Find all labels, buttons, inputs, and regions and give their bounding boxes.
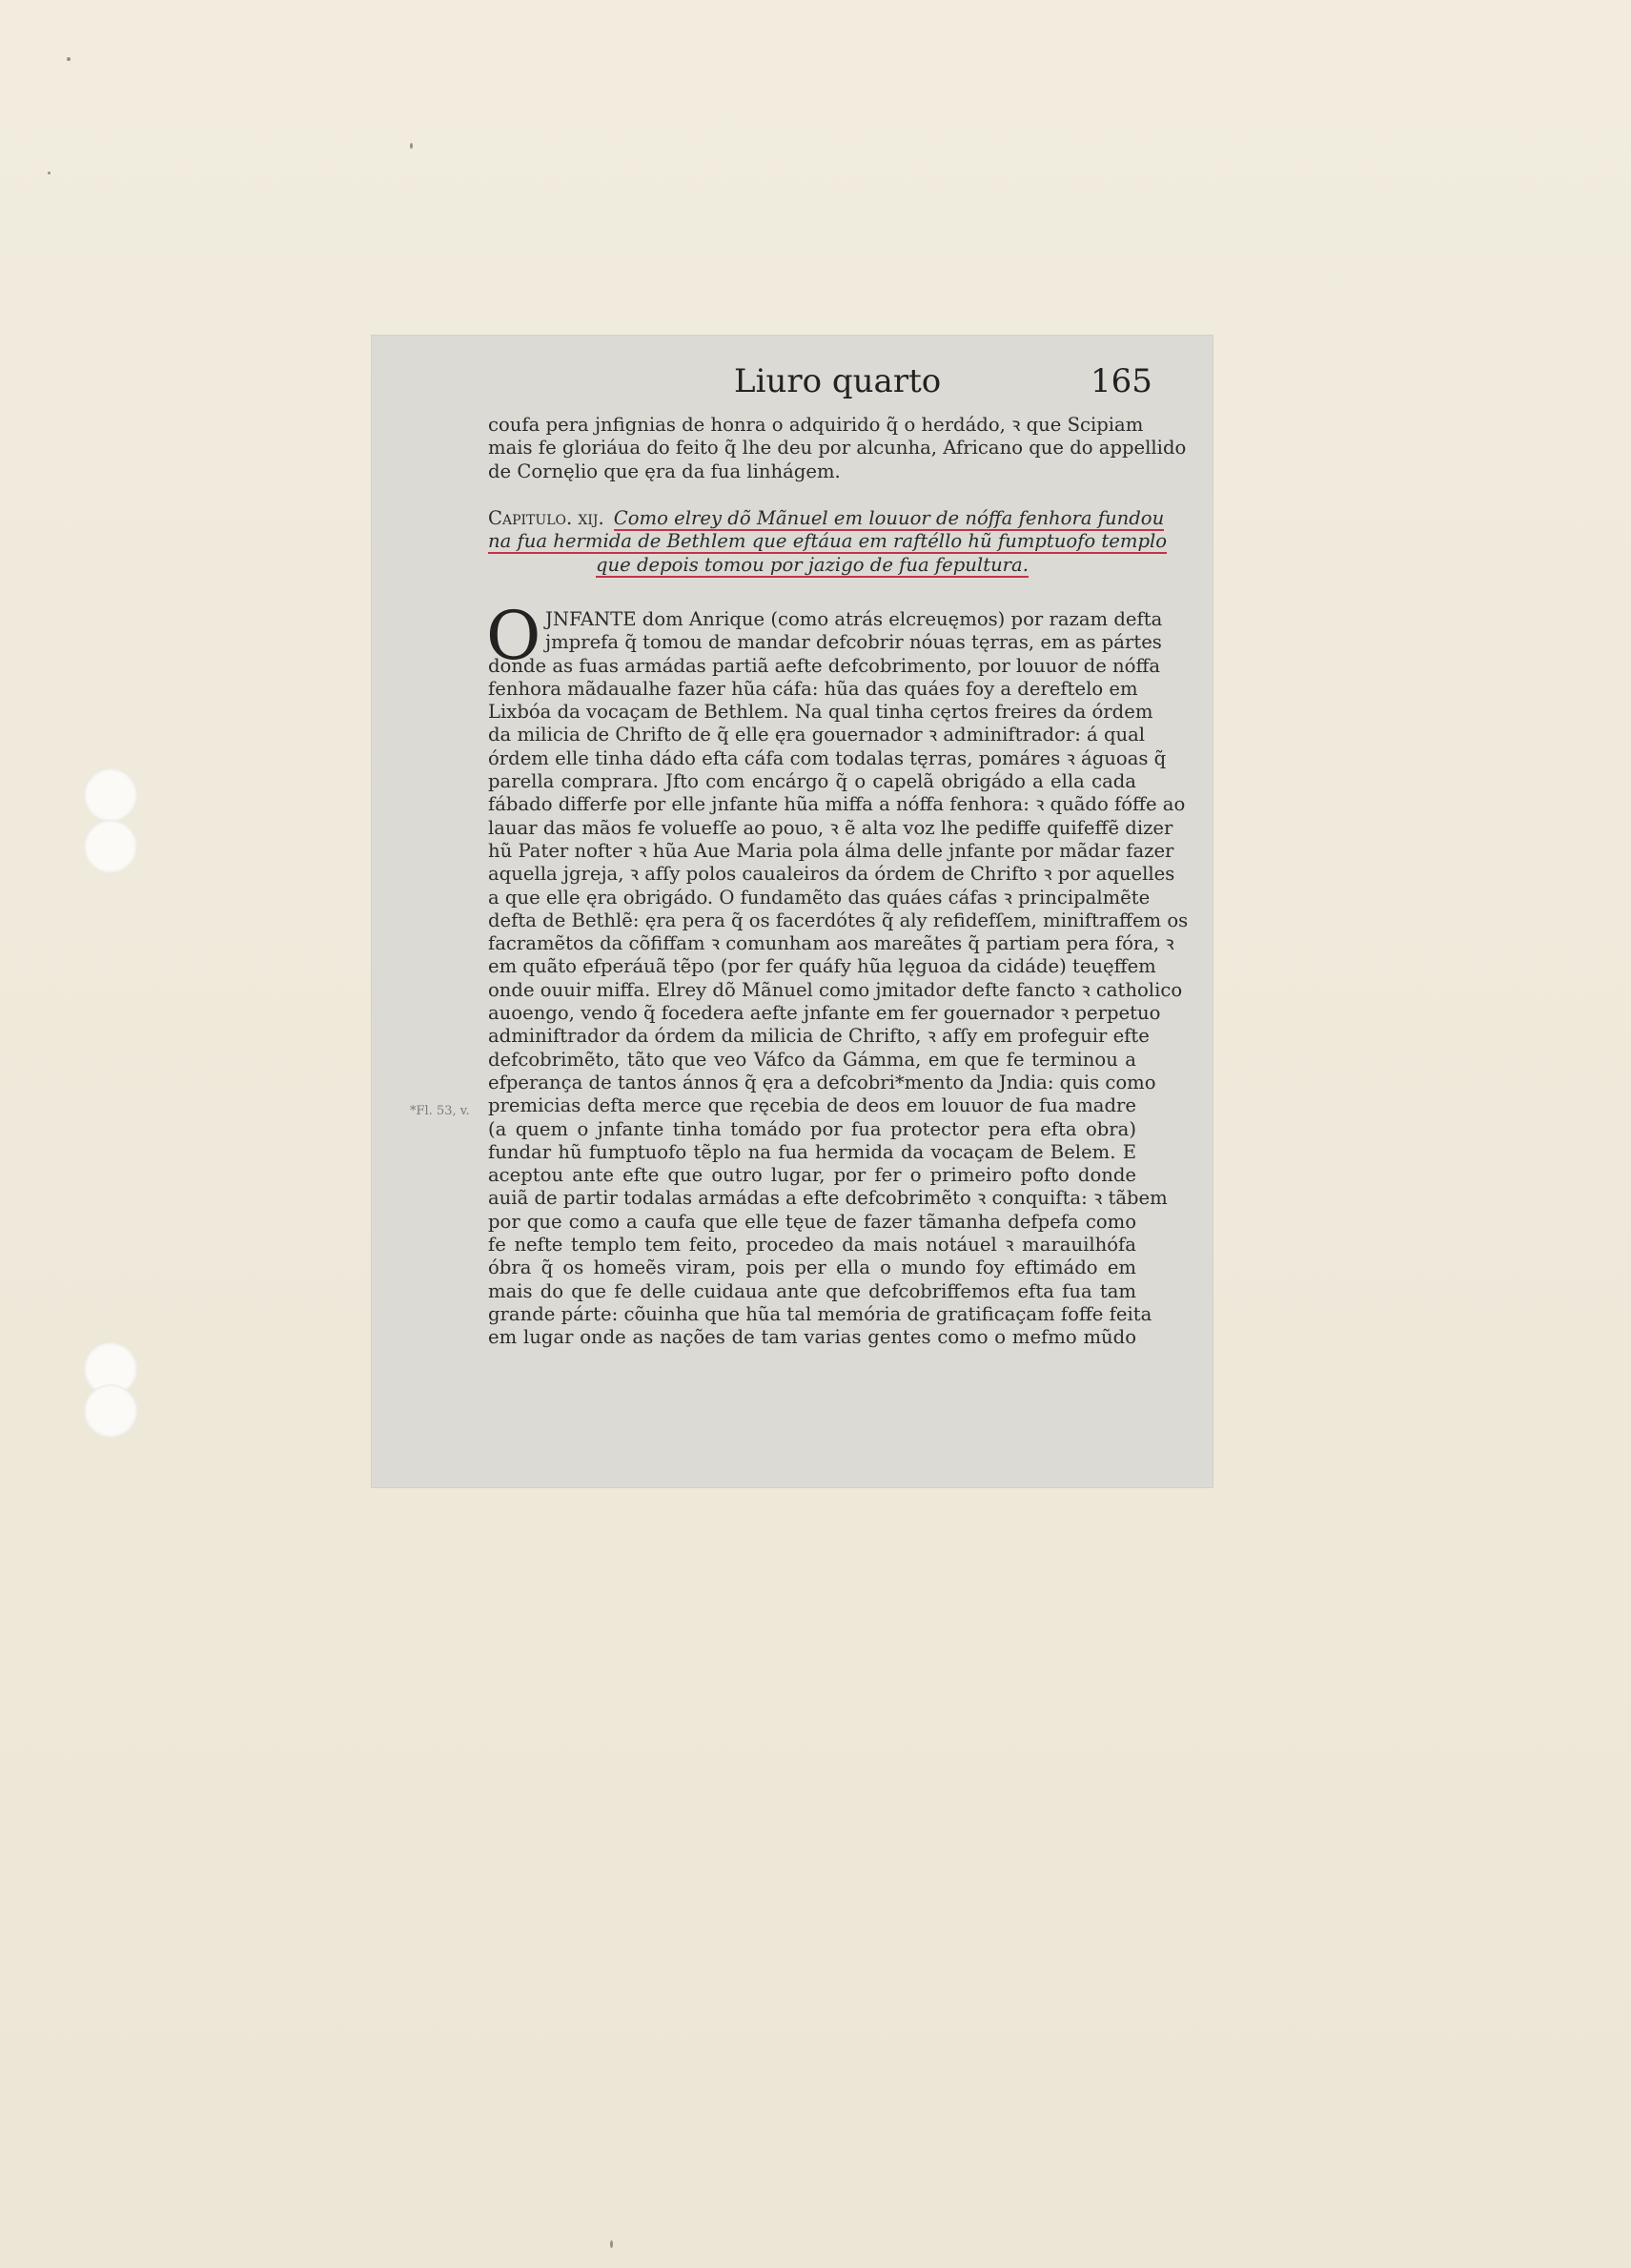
punch-hole-upper [84,768,137,822]
text-line: lauar das mãos fe voluefſe ao pouo, ꝛ ẽ alta voz lhe pediffe quifeffẽ dizer [488,816,1173,839]
folio-number: 165 [1091,362,1152,400]
text-line: onde ouuir miffa. Elrey dõ Mãnuel como jmitador defte fancto ꝛ catholico [488,978,1183,1001]
text-line: coufa pera jnfignias de honra o adquirido q̃ o herdádo, ꝛ que Scipiam [488,414,1144,436]
text-line: hũ Pater nofter ꝛ hũa Aue Maria pola álma delle jnfante por mãdar fazer [488,839,1174,862]
chapter-title-part: Como elrey dõ Mãnuel em louuor de nóffa fenhora fundou [613,507,1165,529]
margin-note: *Fl. 53, v. [410,1104,470,1118]
text-line: fundar hũ fumptuofo tẽplo na fua hermida da vocaçam de Belem. E [488,1140,1136,1163]
text-line: efperança de tantos ánnos q̃ ęra a defcobri*mento da Jndia: quis como [488,1071,1156,1093]
paper-speck [610,2240,613,2248]
text-line: órdem elle tinha dádo efta cáfa com todalas tęrras, pomáres ꝛ águoas q̃ [488,746,1167,769]
opening-paragraph [488,414,1187,483]
text-line: defta de Bethlẽ: ęra pera q̃ os facerdótes q̃ aly refidefſem, miniftraffem os [488,909,1189,931]
text-line: fe nefte templo tem feito, procedeo da mais notáuel ꝛ marauilhófa [488,1234,1136,1257]
paper-speck [67,57,71,61]
text-line: JNFANTE dom Anrique (como atrás elcreuęmos) por razam defta [545,608,1163,630]
paper-speck [410,143,413,149]
chapter-label: Capitulo. xij. [488,507,604,529]
text-line: auoengo, vendo q̃ focedera aefte jnfante em fer gouernador ꝛ perpetuo [488,1002,1161,1025]
text-line: donde as fuas armádas partiã aefte defcobrimento, por louuor de nóffa [488,654,1161,677]
text-line: adminiftrador da órdem da milicia de Chrifto, ꝛ afſy em profeguir efte [488,1025,1150,1048]
text-line: Lixbóa da vocaçam de Bethlem. Na qual tinha cęrtos freires da órdem [488,701,1153,724]
text-line: por que como a caufa que elle tęue de fazer tãmanha defpefa como [488,1210,1136,1233]
running-header [372,362,1213,410]
text-line: mais fe gloriáua do feito q̃ lhe deu por alcunha, Africano que do appellido [488,437,1187,460]
chapter-heading-line [488,554,1136,577]
text-line: fábado differfe por elle jnfante hũa miffa a nóffa fenhora: ꝛ quãdo fóffe ao [488,793,1186,816]
text-line: fenhora mãdaualhe fazer hũa cáfa: hũa das quáes foy a dereftelo em [488,677,1138,700]
text-line: auiã de partir todalas armádas a efte defcobrimẽto ꝛ conquifta: ꝛ tãbem [488,1187,1168,1210]
punch-hole-lower-2 [84,1384,137,1438]
text-line: grande párte: cõuinha que hũa tal memória de gratificaçam foffe feita [488,1302,1152,1325]
text-line: parella comprara. Jfto com encárgo q̃ o capelã obrigádo a ella cada [488,770,1136,793]
chapter-heading [488,507,1168,577]
paper-speck [48,172,51,174]
text-line: premicias defta merce que ręcebia de deos em louuor de fua madre [488,1094,1136,1117]
text-line: da milicia de Chrifto de q̃ elle ęra gouernador ꝛ adminiftrador: á qual [488,724,1146,746]
text-line: facramẽtos da cõfiffam ꝛ comunham aos mareãtes q̃ partiam pera fóra, ꝛ [488,932,1174,955]
text-line: mais do que fe delle cuidaua ante que defcobriffemos efta fua tam [488,1279,1136,1302]
chapter-heading-line [488,507,1165,530]
text-line: aquella jgreja, ꝛ afſy polos caualeiros da órdem de Chrifto ꝛ por aquelles [488,863,1175,886]
text-line: de Cornęlio que ęra da fua linhágem. [488,460,841,482]
punch-hole-upper-2 [84,820,137,873]
drop-cap: O [486,597,541,675]
text-line: defcobrimẽto, tãto que veo Váfco da Gámma, em que fe terminou a [488,1048,1136,1071]
text-line: (a quem o jnfante tinha tomádo por fua protector pera efta obra) [488,1117,1136,1140]
text-line: aceptou ante efte que outro lugar, por fer o primeiro pofto donde [488,1164,1136,1187]
chapter-heading-line [488,530,1168,553]
running-title: Liuro quarto [734,362,942,400]
chapter-title-part: que depois tomou por jazigo de fua fepultura. [596,553,1029,576]
text-line: óbra q̃ os homeẽs viram, pois per ella o mundo foy eftimádo em [488,1257,1136,1279]
main-text [486,597,1189,1350]
text-line: a que elle ęra obrigádo. O fundamẽto das quáes cáfas ꝛ principalmẽte [488,886,1151,909]
text-line: em quãto efperáuã tẽpo (por fer quáfy hũa lęguoa da cidáde) teuęffem [488,955,1156,978]
text-line: jmprefa q̃ tomou de mandar defcobrir nóuas tęrras, em as pártes [545,631,1162,654]
text-line: em lugar onde as nações de tam varias gentes como o mefmo mũdo [488,1326,1136,1349]
pasted-page-facsimile [372,336,1213,1487]
chapter-title-part: na fua hermida de Bethlem que eftáua em raftéllo hũ fumptuofo templo [488,530,1168,553]
